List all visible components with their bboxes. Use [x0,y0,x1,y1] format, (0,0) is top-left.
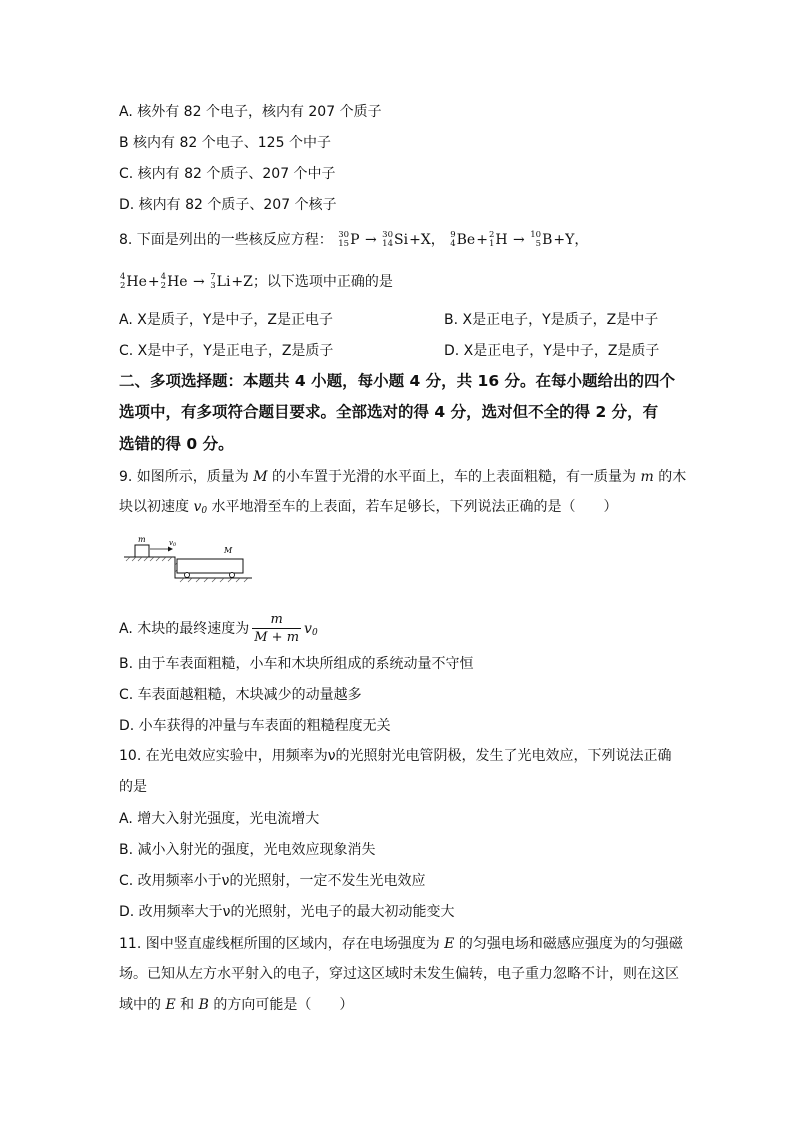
field-B: B [198,997,209,1013]
field-E-2: E [165,997,176,1013]
q10-option-d: D. 改用频率大于ν的光照射，光电子的最大初动能变大 [119,904,455,920]
nuclide-be9: 9 4 Be [450,230,476,249]
figure-cart [177,559,243,573]
fraction-m-over-M-plus-m: $\frac{m}{M + m}$ [254,612,300,645]
reaction-arrow: → [193,274,205,290]
product-z: +Z [231,274,253,290]
section2-heading-line2: 选项中，有多项符合题目要求。全部选对的得 4 分，选对但不全的得 2 分，有 [119,403,659,421]
q7-option-c: C. 核内有 82 个质子、207 个中子 [119,166,336,182]
figure-wheel-right [230,573,235,578]
nuclide-b10: 10 5 B [530,230,553,249]
q7-option-b: B 核内有 82 个电子、125 个中子 [119,135,331,151]
q10-option-b: B. 减小入射光的强度，光电效应现象消失 [119,842,376,858]
q10-option-c: C. 改用频率小于ν的光照射，一定不发生光电效应 [119,873,426,889]
q7-option-d: D. 核内有 82 个质子、207 个核子 [119,197,337,213]
cart-block-figure [124,535,254,587]
nuclide-li7: 7 3 Li [210,272,231,291]
q9-stem-line1: 9. 如图所示，质量为 M 的小车置于光滑的水平面上，车的上表面粗糙，有一质量为 m 的木 [119,469,687,485]
figure-block [135,545,149,557]
section2-heading-line3: 选错的得 0 分。 [119,435,234,453]
q11-stem-line3: 域中的 E 和 B 的方向可能是（ ） [119,997,354,1013]
figure-block-label: m [138,535,146,544]
q8-stem-line1 [119,230,588,250]
nuclide-si30: 30 14 Si [382,230,409,249]
section2-heading-line1: 二、多项选择题：本题共 4 小题，每小题 4 分，共 16 分。在每小题给出的四个 [119,372,676,390]
q8-option-b: B. X是正电子，Y是质子，Z是中子 [444,312,659,328]
q9-option-a: A. 木块的最终速度为 $\frac{m}{M + m}$ $v_0$ [119,612,318,645]
reaction-arrow: → [513,232,525,248]
nuclide-p30: 30 15 P [338,230,360,249]
q8-option-a: A. X是质子，Y是中子，Z是正电子 [119,312,333,328]
nuclide-h2: 2 1 H [488,230,508,249]
q10-option-a: A. 增大入射光强度，光电流增大 [119,811,320,827]
plus-sign: + [476,232,488,248]
product-x: +X， [409,232,445,248]
q9-option-d: D. 小车获得的冲量与车表面的粗糙程度无关 [119,718,391,734]
q9-option-c: C. 车表面越粗糙，木块减少的动量越多 [119,687,362,703]
figure-car-label: M [224,546,233,555]
reaction-arrow: → [364,232,377,248]
product-y: +Y， [553,232,589,248]
q8-stem-prefix: 8. 下面是列出的一些核反应方程： [119,232,333,248]
q8-stem-line2 [119,272,393,292]
q10-stem-line2: 的是 [119,779,147,795]
q9-option-b: B. 由于车表面粗糙，小车和木块所组成的系统动量不守恒 [119,656,474,672]
figure-velocity-label: v0 [169,539,177,548]
mass-m: m [640,469,654,485]
nuclide-he4-second: 4 2 He [160,272,188,291]
velocity-v0-option: $v_0$ [304,621,318,638]
figure-wheel-left [185,573,190,578]
field-E: E [444,936,455,952]
q9-stem-line2: 块以初速度 $v_0$ 水平地滑至车的上表面，若车足够长，下列说法正确的是（ ） [119,499,618,516]
q8-stem-suffix: ；以下选项中正确的是 [252,274,393,290]
mass-M: M [253,469,268,485]
q8-option-d: D. X是正电子，Y是中子，Z是质子 [444,343,660,359]
q7-option-a: A. 核外有 82 个电子，核内有 207 个质子 [119,104,382,120]
q10-stem-line1: 10. 在光电效应实验中，用频率为ν的光照射光电管阴极，发生了光电效应，下列说法正确 [119,748,672,764]
plus-sign: + [147,274,160,290]
q8-option-c: C. X是中子，Y是正电子，Z是质子 [119,343,334,359]
q11-stem-line1: 11. 图中竖直虚线框所围的区域内，存在电场强度为 E 的匀强电场和磁感应强度为的匀强磁 [119,936,683,952]
q11-stem-line2: 场。已知从左方水平射入的电子，穿过这区域时未发生偏转，电子重力忽略不计，则在这区 [119,966,679,982]
nuclide-he4: 4 2 He [120,272,147,291]
velocity-v0: $v_0$ [193,499,208,516]
